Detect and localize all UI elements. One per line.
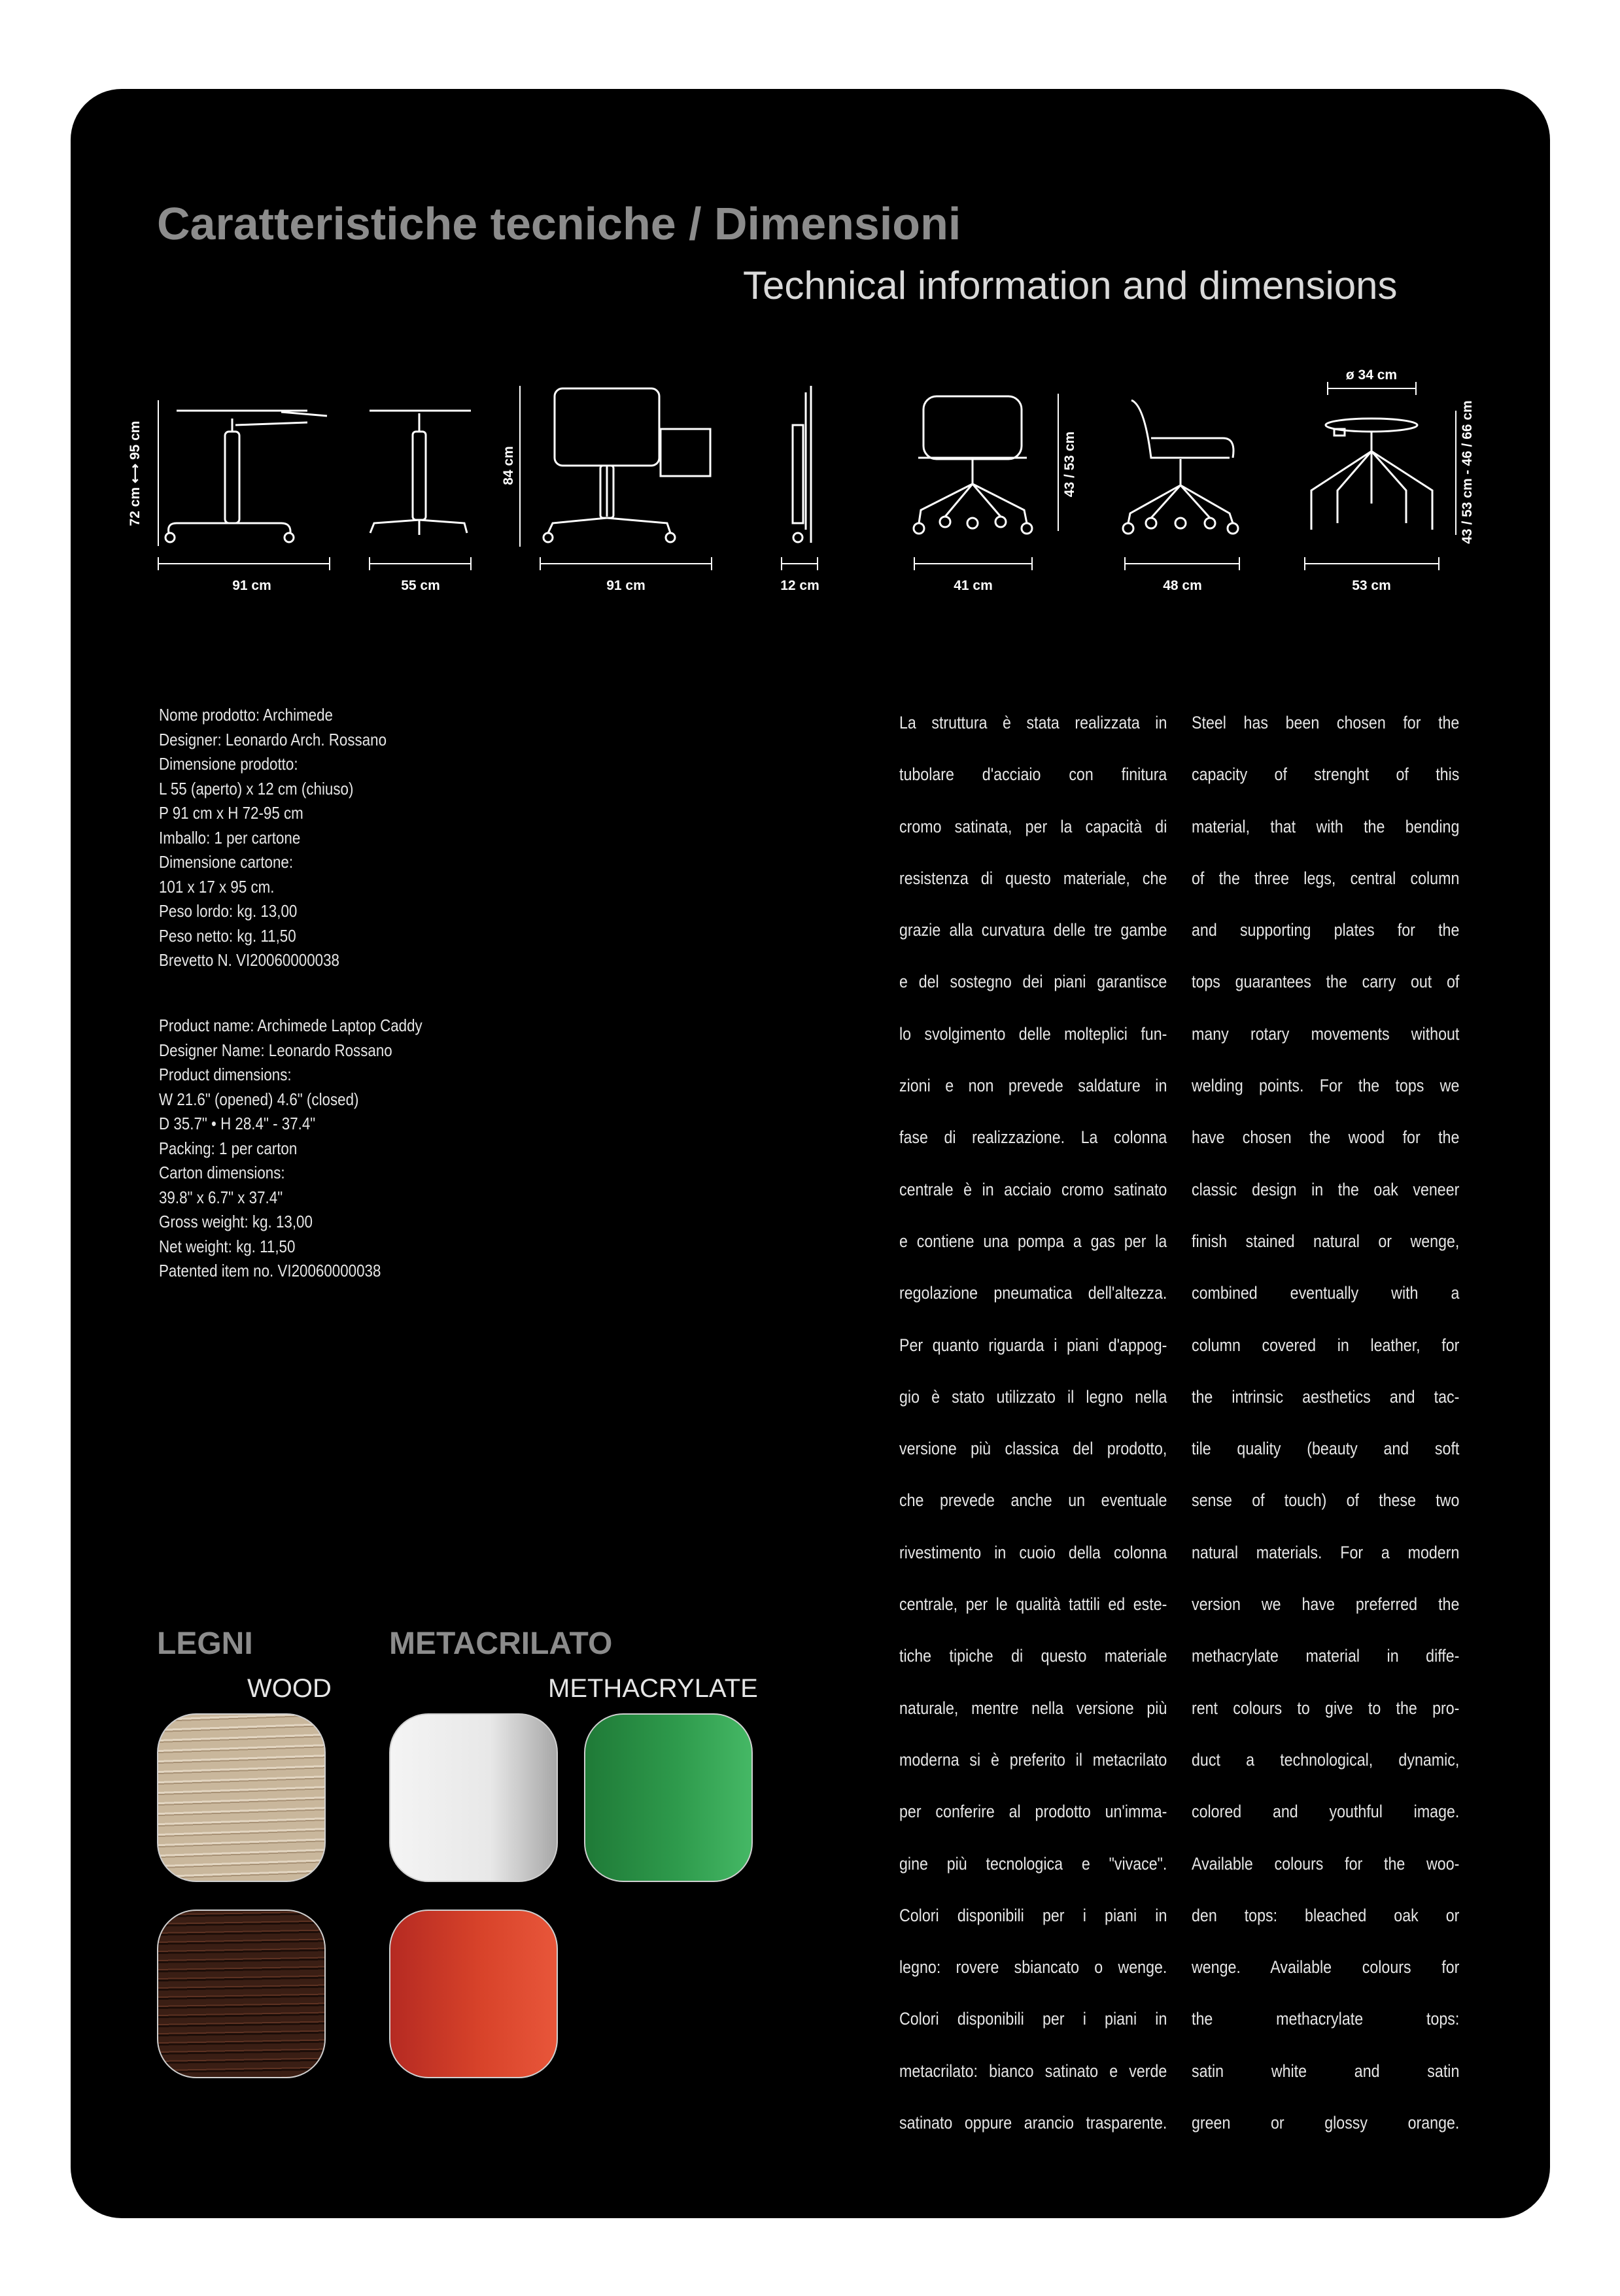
methacrylate-title: METACRILATO: [389, 1626, 613, 1661]
body-text-line: have chosen the wood for the: [1192, 1127, 1460, 1148]
dimension-diagrams: [0, 0, 1620, 621]
spec-line: Net weight: kg. 11,50: [159, 1236, 296, 1256]
diagram-closed: [782, 386, 818, 570]
body-text-line: metacrilato: bianco satinato e verde: [899, 2061, 1167, 2081]
swatch-satin-green[interactable]: [584, 1713, 753, 1882]
body-text-line: per conferire al prodotto un'imma-: [899, 1802, 1167, 1822]
dim-label-d3-width: 91 cm: [606, 578, 646, 593]
dim-label-d7-width: 53 cm: [1352, 578, 1391, 593]
dim-label-d6-width: 48 cm: [1163, 578, 1202, 593]
body-text-line: e del sostegno dei piani garantisce: [899, 972, 1167, 992]
body-text-line: resistenza di questo materiale, che: [899, 868, 1167, 888]
body-text-line: centrale, per le qualità tattili ed este-: [899, 1594, 1167, 1615]
page-title-english: Technical information and dimensions: [743, 264, 1398, 307]
body-text-line: the methacrylate tops:: [1192, 2009, 1460, 2029]
body-text-line: gio è stato utilizzato il legno nella: [899, 1386, 1167, 1407]
dim-label-d5-width: 41 cm: [954, 578, 993, 593]
spec-english: [159, 1014, 422, 1284]
spec-line: Peso netto: kg. 11,50: [159, 925, 296, 946]
body-text-line: many rotary movements without: [1192, 1023, 1460, 1044]
body-text-line: classic design in the oak veneer: [1192, 1179, 1460, 1199]
body-text-line: version we have preferred the: [1192, 1594, 1460, 1615]
body-text-line: legno: rovere sbiancato o wenge.: [899, 1957, 1167, 1978]
body-text-line: tiche tipiche di questo materiale: [899, 1646, 1167, 1666]
body-text-line: welding points. For the tops we: [1192, 1076, 1460, 1096]
spec-line: Carton dimensions:: [159, 1163, 285, 1182]
body-text-line: material, that with the bending: [1192, 816, 1460, 836]
methacrylate-subtitle: METHACRYLATE: [548, 1674, 758, 1703]
body-text-line: capacity of strenght of this: [1192, 764, 1460, 785]
dim-label-d7-height: 43 / 53 cm - 46 / 66 cm: [1460, 400, 1475, 544]
body-text-line: tops guarantees the carry out of: [1192, 972, 1460, 992]
body-text-line: Colori disponibili per i piani in: [899, 1905, 1167, 1925]
dim-label-d5-height: 43 / 53 cm: [1062, 431, 1077, 498]
spec-line: L 55 (aperto) x 12 cm (chiuso): [159, 778, 354, 798]
diagram-front: [370, 411, 471, 570]
body-text-line: Per quanto riguarda i piani d'appog-: [899, 1335, 1167, 1355]
body-text-line: fase di realizzazione. La colonna: [899, 1127, 1167, 1148]
body-text-line: Available colours for the woo-: [1192, 1853, 1460, 1874]
dim-label-d3-height: 84 cm: [501, 446, 516, 485]
body-text-line: versione più classica del prodotto,: [899, 1439, 1167, 1459]
spec-line: 101 x 17 x 95 cm.: [159, 876, 275, 897]
body-text-line: Colori disponibili per i piani in: [899, 2009, 1167, 2029]
body-text-line: satinato oppure arancio trasparente.: [899, 2113, 1167, 2133]
body-text-line: column covered in leather, for: [1192, 1335, 1460, 1355]
body-text-line: regolazione pneumatica dell'altezza.: [899, 1283, 1167, 1303]
body-text-line: e contiene una pompa a gas per la: [899, 1231, 1167, 1251]
body-text-line: colored and youthful image.: [1192, 1802, 1460, 1822]
body-text-line: finish stained natural or wenge,: [1192, 1231, 1460, 1251]
body-text-line: centrale è in acciaio cromo satinato: [899, 1179, 1167, 1199]
wood-subtitle: WOOD: [247, 1674, 332, 1703]
body-text-line: natural materials. For a modern: [1192, 1542, 1460, 1562]
dim-label-d1-width: 91 cm: [232, 578, 271, 593]
page-title-italian: Caratteristiche tecniche / Dimensioni: [157, 198, 961, 249]
body-text-english: [1192, 697, 1460, 2133]
spec-line: Dimensione cartone:: [159, 852, 294, 872]
body-text-line: tubolare d'acciaio con finitura: [899, 764, 1167, 785]
body-text-line: naturale, mentre nella versione più: [899, 1698, 1167, 1718]
body-text-line: La struttura è stata realizzata in: [899, 713, 1167, 732]
spec-line: Gross weight: kg. 13,00: [159, 1212, 313, 1231]
body-text-line: gine più tecnologica e "vivace".: [899, 1853, 1167, 1874]
body-text-italian: [899, 697, 1167, 2133]
body-text-line: wenge. Available colours for: [1192, 1957, 1460, 1978]
body-text-line: rivestimento in cuoio della colonna: [899, 1542, 1167, 1562]
diagram-side-laptop: [520, 386, 712, 570]
dim-label-d2-width: 55 cm: [401, 578, 440, 593]
spec-line: Nome prodotto: Archimede: [159, 705, 333, 725]
body-text-line: methacrylate material in diffe-: [1192, 1646, 1460, 1666]
spec-line: P 91 cm x H 72-95 cm: [159, 803, 303, 823]
body-text-line: den tops: bleached oak or: [1192, 1905, 1460, 1925]
spec-line: D 35.7" • H 28.4" - 37.4": [159, 1114, 316, 1133]
swatch-orange[interactable]: [389, 1910, 558, 2078]
spec-line: Brevetto N. VI20060000038: [159, 950, 339, 970]
body-text-line: zioni e non prevede saldature in: [899, 1076, 1167, 1096]
spec-line: W 21.6" (opened) 4.6" (closed): [159, 1089, 359, 1109]
body-text-line: lo svolgimento delle molteplici fun-: [899, 1023, 1167, 1044]
body-text-line: che prevede anche un eventuale: [899, 1490, 1167, 1511]
dim-label-d7-top: ø 34 cm: [1345, 368, 1398, 383]
swatch-bleached-oak[interactable]: [157, 1713, 326, 1882]
diagram-side-open: [158, 400, 330, 570]
swatch-wenge[interactable]: [157, 1910, 326, 2078]
dim-label-d1-height: 72 cm ⟷ 95 cm: [128, 420, 143, 526]
spec-line: 39.8" x 6.7" x 37.4": [159, 1187, 283, 1207]
body-text-line: moderna si è preferito il metacrilato: [899, 1749, 1167, 1770]
body-text-line: cromo satinata, per la capacità di: [899, 816, 1167, 836]
body-text-line: green or glossy orange.: [1192, 2113, 1460, 2133]
spec-line: Imballo: 1 per cartone: [159, 827, 301, 848]
body-text-line: sense of touch) of these two: [1192, 1490, 1460, 1511]
spec-line: Product name: Archimede Laptop Caddy: [159, 1016, 422, 1035]
spec-line: Patented item no. VI20060000038: [159, 1261, 381, 1280]
spec-line: Peso lordo: kg. 13,00: [159, 901, 298, 921]
dim-label-d4-width: 12 cm: [780, 578, 819, 593]
diagram-chair-side: [1123, 400, 1239, 570]
body-text-line: grazie alla curvatura delle tre gambe: [899, 920, 1167, 940]
body-text-line: duct a technological, dynamic,: [1192, 1749, 1460, 1770]
spec-line: Product dimensions:: [159, 1065, 292, 1084]
body-text-line: rent colours to give to the pro-: [1192, 1698, 1460, 1718]
spec-line: Designer: Leonardo Arch. Rossano: [159, 729, 387, 749]
spec-italian: [159, 703, 387, 973]
diagram-stool: [1305, 382, 1456, 570]
body-text-line: the intrinsic aesthetics and tac-: [1192, 1386, 1460, 1407]
wood-title: LEGNI: [157, 1626, 253, 1661]
body-text-line: and supporting plates for the: [1192, 920, 1460, 940]
body-text-line: Steel has been chosen for the: [1192, 713, 1460, 732]
body-text-line: satin white and satin: [1192, 2061, 1460, 2081]
body-text-line: tile quality (beauty and soft: [1192, 1439, 1460, 1459]
spec-line: Dimensione prodotto:: [159, 754, 298, 774]
body-text-line: of the three legs, central column: [1192, 868, 1460, 888]
spec-line: Packing: 1 per carton: [159, 1138, 298, 1158]
swatch-satin-white[interactable]: [389, 1713, 558, 1882]
diagram-chair-front: [914, 394, 1058, 570]
spec-line: Designer Name: Leonardo Rossano: [159, 1040, 392, 1060]
body-text-line: combined eventually with a: [1192, 1283, 1460, 1303]
